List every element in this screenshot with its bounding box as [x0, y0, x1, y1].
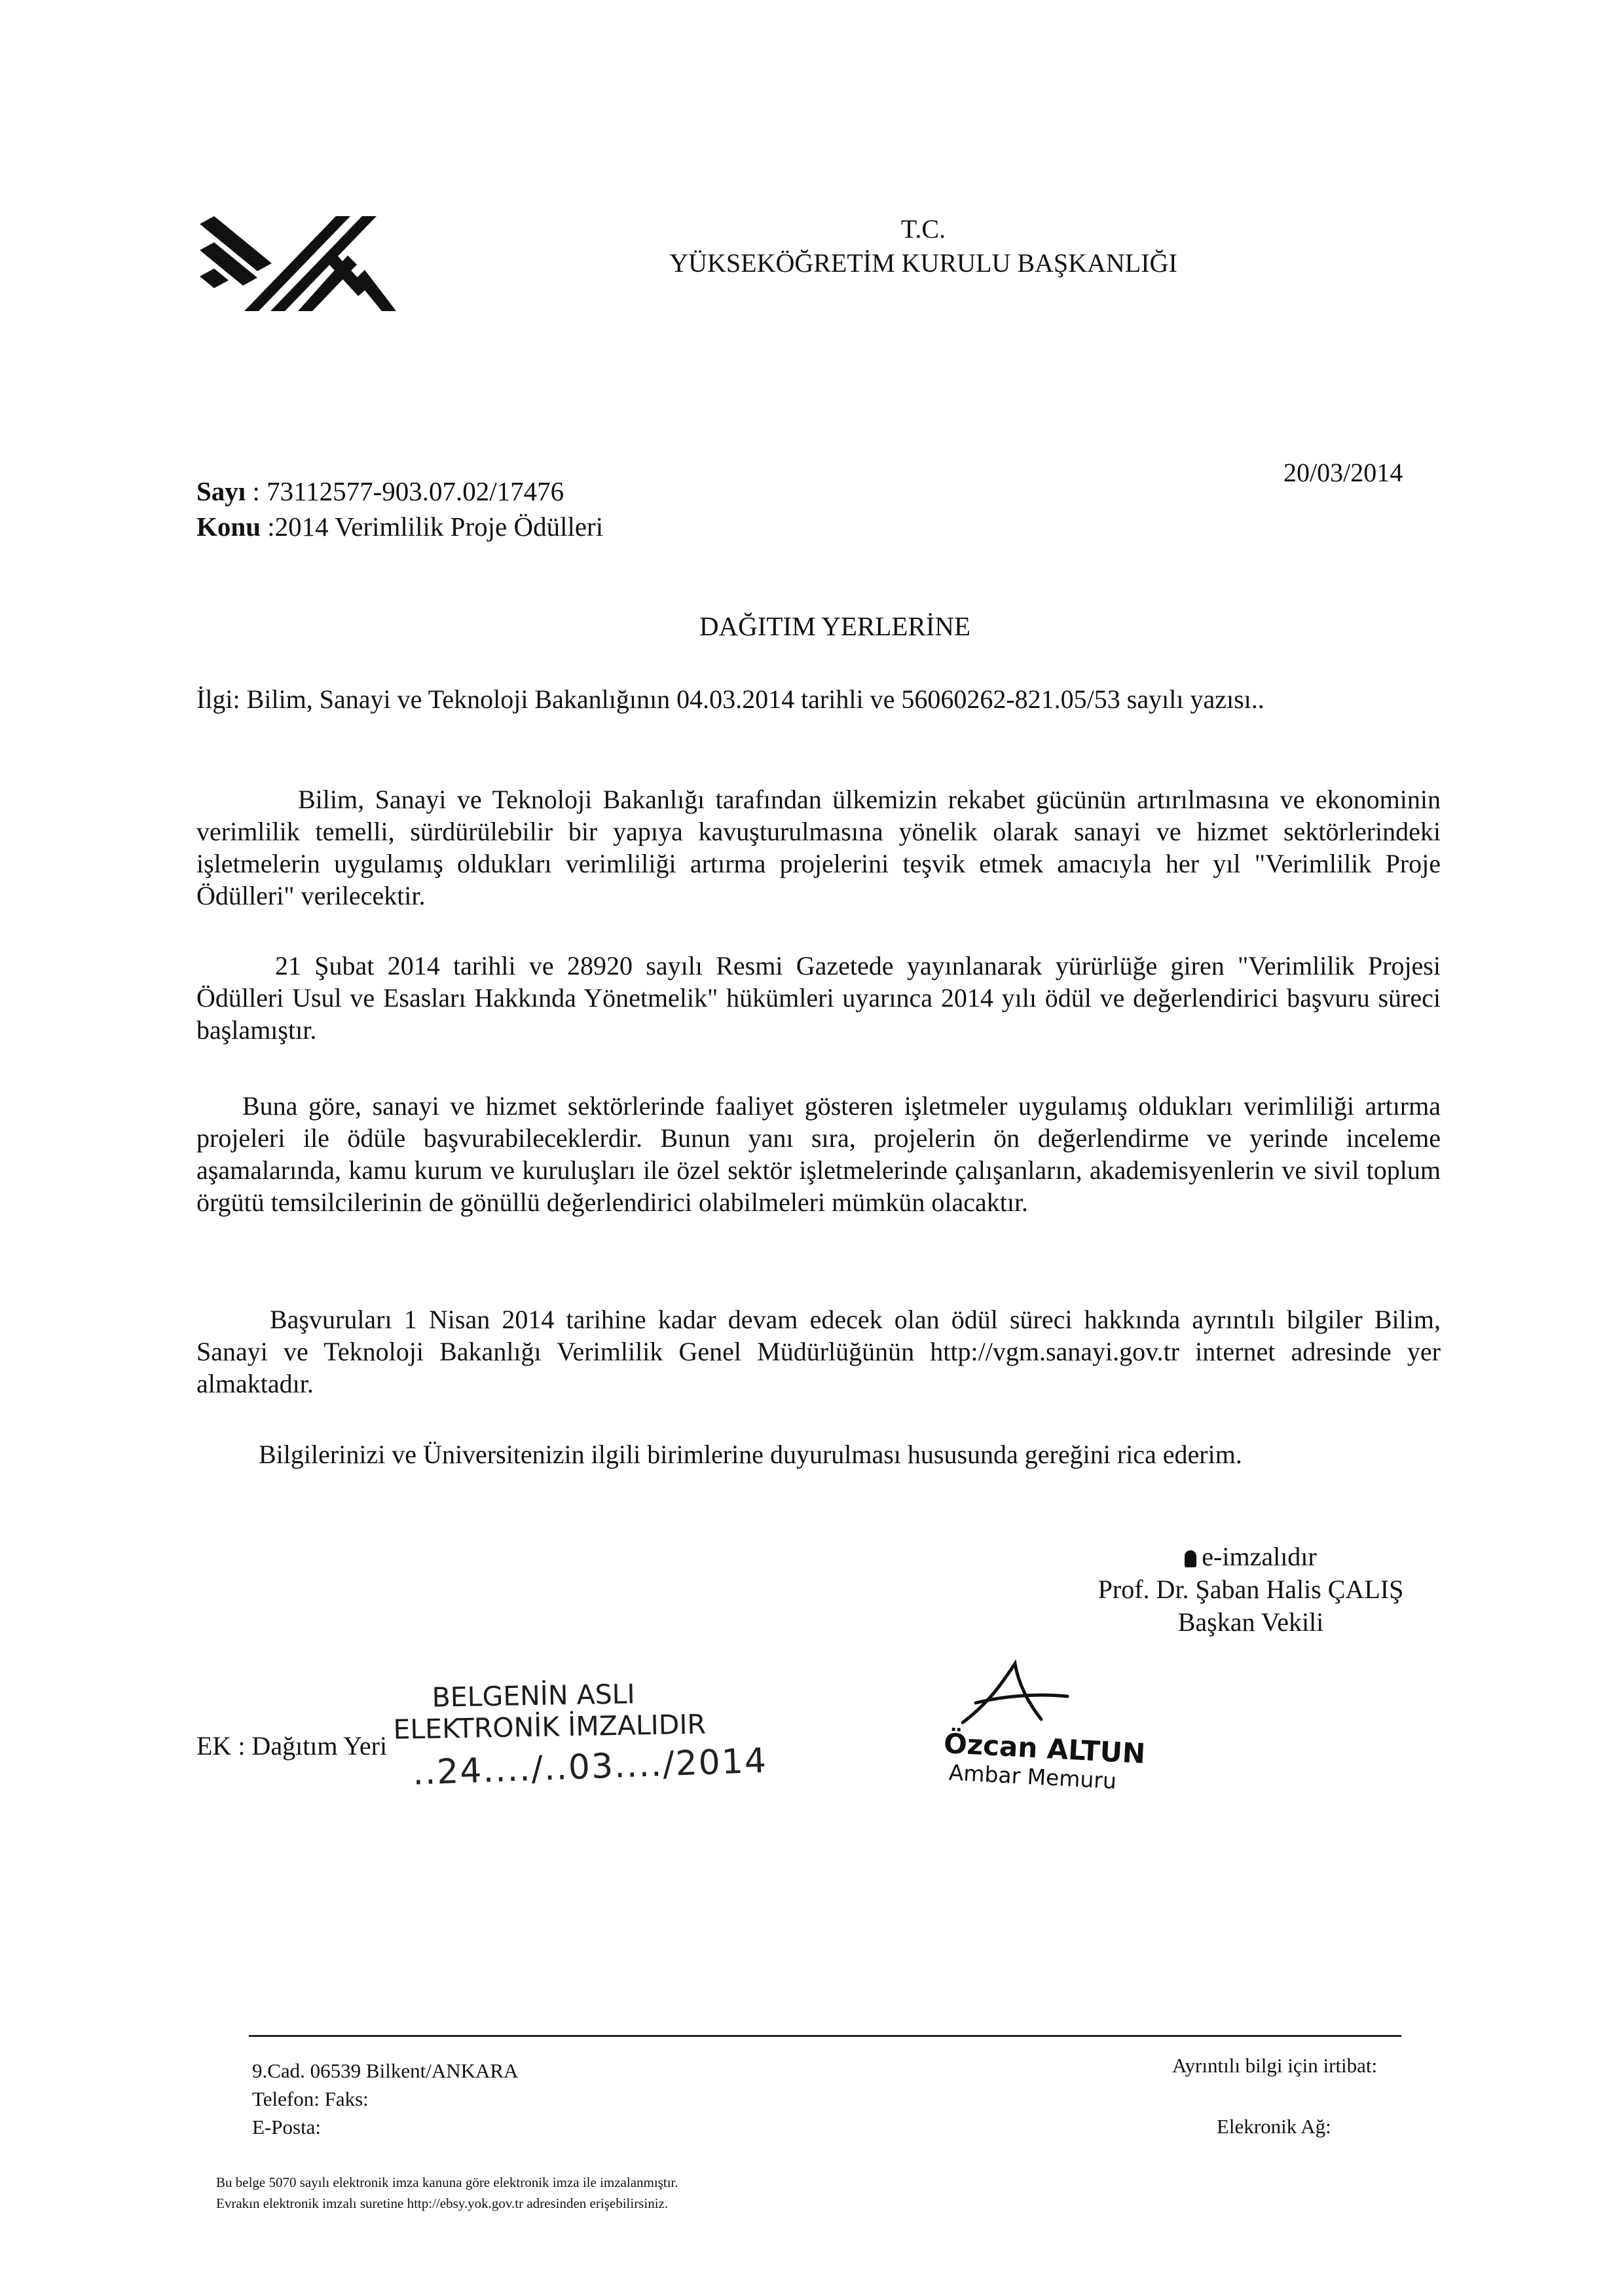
body-paragraph-4: Başvuruları 1 Nisan 2014 tarihine kadar devam edecek olan ödül süreci hakkında ayrıntılı bilgiler Bilim, Sanayi ve Teknoloji Bakanlığı Verimlilik Genel Müdürlüğünün http://vgm.sanayi.gov.tr internet adresinde yer almaktadır.	[196, 1305, 1441, 1398]
esign-icon	[1185, 1550, 1196, 1567]
footer-address-block	[252, 2057, 518, 2141]
officer-signature-mark	[950, 1657, 1080, 1736]
konu-label: Konu	[196, 512, 261, 542]
sayi-label: Sayı	[196, 476, 246, 506]
konu-line	[196, 511, 603, 542]
body-paragraph-3: Buna göre, sanayi ve hizmet sektörlerinde faaliyet gösteren işletmeler uygulamış oldukları verimliliği artırma projeleri ile ödüle başvurabileceklerdir. Bunun yanı sıra, projelerin ön değerlendirme ve yerinde inceleme aşamalarında, kamu kurum ve kuruluşları ile özel sektör işletmelerinde çalışanların, akademisyenlerin ve sivil toplum örgütü temsilcilerinin de gönüllü değerlendirici olabilmeleri mümkün olacaktır.	[196, 1091, 1441, 1217]
body-paragraph-5: Bilgilerinizi ve Üniversitenizin ilgili birimlerine duyurulması hususunda gereğini rica ederim.	[259, 1440, 1242, 1469]
recipient-title: DAĞITIM YERLERİNE	[699, 611, 971, 641]
document-date: 20/03/2014	[1283, 458, 1403, 487]
ilgi-line: İlgi: Bilim, Sanayi ve Teknoloji Bakanlığının 04.03.2014 tarihli ve 56060262-821.05/53 sayılı yazısı..	[196, 684, 1264, 714]
footer-contact-label: Ayrıntılı bilgi için irtibat:	[1172, 2054, 1378, 2077]
legal-note-1: Bu belge 5070 sayılı elektronik imza kanuna göre elektronik imza ile imzalanmıştır.	[216, 2174, 678, 2190]
signer-title: Başkan Vekili	[1177, 1607, 1324, 1637]
body-paragraph-2: 21 Şubat 2014 tarihli ve 28920 sayılı Resmi Gazetede yayınlanarak yürürlüğe giren "Verimlilik Projesi Ödülleri Usul ve Esasları Hakkında Yönetmelik" hükümleri uyarınca 2014 yılı ödül ve değerlendirici başvuru süreci başlamıştır.	[196, 951, 1441, 1045]
attachment-line: EK : Dağıtım Yeri	[196, 1731, 388, 1761]
konu-value: :2014 Verimlilik Proje Ödülleri	[261, 512, 604, 542]
signature-block	[1022, 1540, 1480, 1639]
sayi-value: : 73112577-903.07.02/17476	[246, 476, 564, 506]
signer-name: Prof. Dr. Şaban Halis ÇALIŞ	[1098, 1575, 1404, 1604]
header-institution: YÜKSEKÖĞRETİM KURULU BAŞKANLIĞI	[669, 248, 1177, 278]
sayi-line	[196, 476, 564, 507]
esign-line	[1022, 1540, 1480, 1573]
esign-text: e-imzalıdır	[1202, 1542, 1317, 1571]
officer-name: Özcan ALTUN	[942, 1726, 1147, 1770]
body-paragraph-1: Bilim, Sanayi ve Teknoloji Bakanlığı tarafından ülkemizin rekabet gücünün artırılmasına ve ekonominin verimlilik temelli, sürdürülebilir bir yapıya kavuşturulmasına yönelik olarak sanayi ve hizmet sektörlerindeki işletmelerin uygulamış oldukları verimliliği artırma projelerini teşvik etmek amacıyla her yıl "Verimlilik Proje Ödülleri" verilecektir.	[196, 785, 1441, 910]
footer-divider	[249, 2035, 1401, 2037]
header-country: T.C.	[900, 214, 946, 244]
original-stamp	[366, 1677, 706, 1745]
officer-block	[942, 1727, 1146, 1795]
yok-logo	[200, 216, 396, 311]
footer-address: 9.Cad. 06539 Bilkent/ANKARA	[252, 2059, 519, 2082]
officer-title: Ambar Memuru	[948, 1759, 1117, 1794]
footer-email: E-Posta:	[252, 2116, 322, 2138]
footer-phone: Telefon: Faks:	[252, 2087, 369, 2110]
stamp-handwritten-date: ..24..../..03..../2014	[412, 1741, 768, 1793]
stamp-line-2: ELEKTRONİK İMZALIDIR	[393, 1708, 707, 1745]
footer-network-label: Elekronik Ağ:	[1217, 2115, 1331, 2138]
stamp-line-1: BELGENİN ASLI	[432, 1678, 636, 1713]
legal-note-2: Evrakın elektronik imzalı suretine http://ebsy.yok.gov.tr adresinden erişebilirsiniz.	[216, 2195, 669, 2211]
